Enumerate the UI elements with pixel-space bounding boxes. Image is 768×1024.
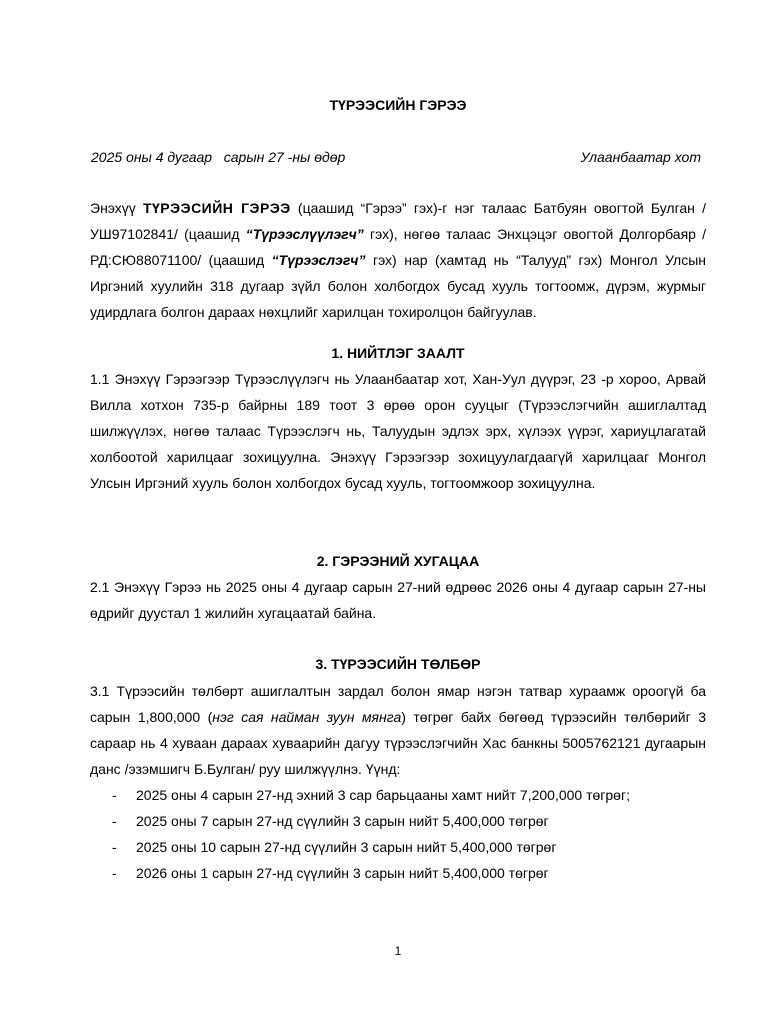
- intro-text-3: гэх), нөгөө талаас Энхцэцэг овогтой Долгорбаяр /РД:СЮ88071100/ (цаашид: [90, 226, 707, 268]
- contract-city: Улаанбаатар хот: [580, 149, 701, 165]
- page-number: 1: [394, 944, 402, 958]
- section-1-heading: 1. НИЙТЛЭГ ЗААЛТ: [331, 345, 465, 361]
- list-item: [90, 860, 710, 886]
- intro-landlord-term: “Түрээслүүлэгч”: [245, 226, 364, 242]
- payment-item-2: 2025 оны 7 сарын 27-нд сүүлийн 3 сарын нийт 5,400,000 төгрөг: [136, 813, 549, 829]
- list-item: [90, 808, 710, 834]
- section-2-text: 2.1 Энэхүү Гэрээ нь 2025 оны 4 дугаар сарын 27-ний өдрөөс 2026 оны 4 дугаар сарын 27-ны өдрийг дуустал 1 жилийн хугацаатай байна.: [90, 579, 706, 621]
- section-3-text-2: ) төгрөг байх бөгөөд түрээсийн төлбөрийг 3 сараар нь 4 хуваан дараах хуваарийн дагуу түрээслэгчийн Хас банкны 5005762121 дугаарын данс /эзэмшигч Б.Булган/ руу шилжүүлнэ. Үүнд:: [90, 709, 706, 777]
- payment-item-1: 2025 оны 4 сарын 27-нд эхний 3 сар барьцааны хамт нийт 7,200,000 төгрөг;: [136, 787, 630, 803]
- list-item: [90, 782, 710, 808]
- intro-text-2: (цаашид “Гэрээ” гэх)-г нэг талаас Батбуян овогтой Булган /УШ97102841/ (цаашид: [90, 200, 706, 242]
- payment-item-4: 2026 оны 1 сарын 27-нд сүүлийн 3 сарын нийт 5,400,000 төгрөг: [136, 865, 549, 881]
- list-item: [90, 834, 710, 860]
- bullet-dash: -: [112, 787, 117, 803]
- intro-paragraph: [90, 195, 706, 325]
- payment-item-3: 2025 оны 10 сарын 27-нд сүүлийн 3 сарын нийт 5,400,000 төгрөг: [136, 839, 557, 855]
- bullet-dash: -: [112, 839, 117, 855]
- date-line: [91, 148, 701, 166]
- section-3-heading: 3. ТҮРЭЭСИЙН ТӨЛБӨР: [315, 656, 481, 672]
- intro-text-1: Энэхүү: [90, 200, 143, 216]
- intro-bold-title: ТҮРЭЭСИЙН ГЭРЭЭ: [142, 200, 291, 216]
- payment-schedule-list: [90, 782, 710, 886]
- bullet-dash: -: [112, 813, 117, 829]
- section-3-text: [90, 678, 706, 782]
- intro-text-4: гэх) нар (хамтад нь “Талууд” гэх) Монгол Улсын Иргэний хуулийн 318 дугаар зүйл болон холбогдох бусад хууль тогтоомж, дүрэм, журмыг удирдлага болгон дараах нөхцлийг харилцан тохиролцон байгуулав.: [90, 252, 706, 320]
- section-1-text: 1.1 Энэхүү Гэрээгээр Түрээслүүлэгч нь Улаанбаатар хот, Хан-Уул дүүрэг, 23 -р хороо, Арвай Вилла хотхон 735-р байрны 189 тоот 3 өрөө орон сууцыг (Түрээслэгчийн ашиглалтад шилжүүлэх, нөгөө талаас Түрээслэгч нь, Талуудын эдлэх эрх, хүлээх үүрэг, хариуцлагатай холбоотой харилцааг зохицуулна. Энэхүү Гэрээгээр зохицуулагдаагүй харилцааг Монгол Улсын Иргэний хууль болон холбогдох бусад хууль, тогтоомжоор зохицуулна.: [90, 371, 706, 491]
- amount-in-words: нэг сая найман зуун мянга: [212, 709, 402, 725]
- document-title: ТҮРЭЭСИЙН ГЭРЭЭ: [329, 97, 467, 113]
- section-3-text-1: 3.1 Түрээсийн төлбөрт ашиглалтын зардал болон ямар нэгэн татвар хураамж ороогүй ба сарын 1,800,000 (: [90, 683, 706, 725]
- intro-tenant-term: “Түрээслэгч”: [271, 252, 366, 268]
- section-2-heading: 2. ГЭРЭЭНИЙ ХУГАЦАА: [316, 553, 480, 569]
- contract-date: 2025 оны 4 дугаар сарын 27 -ны өдөр: [91, 149, 346, 165]
- bullet-dash: -: [112, 865, 117, 881]
